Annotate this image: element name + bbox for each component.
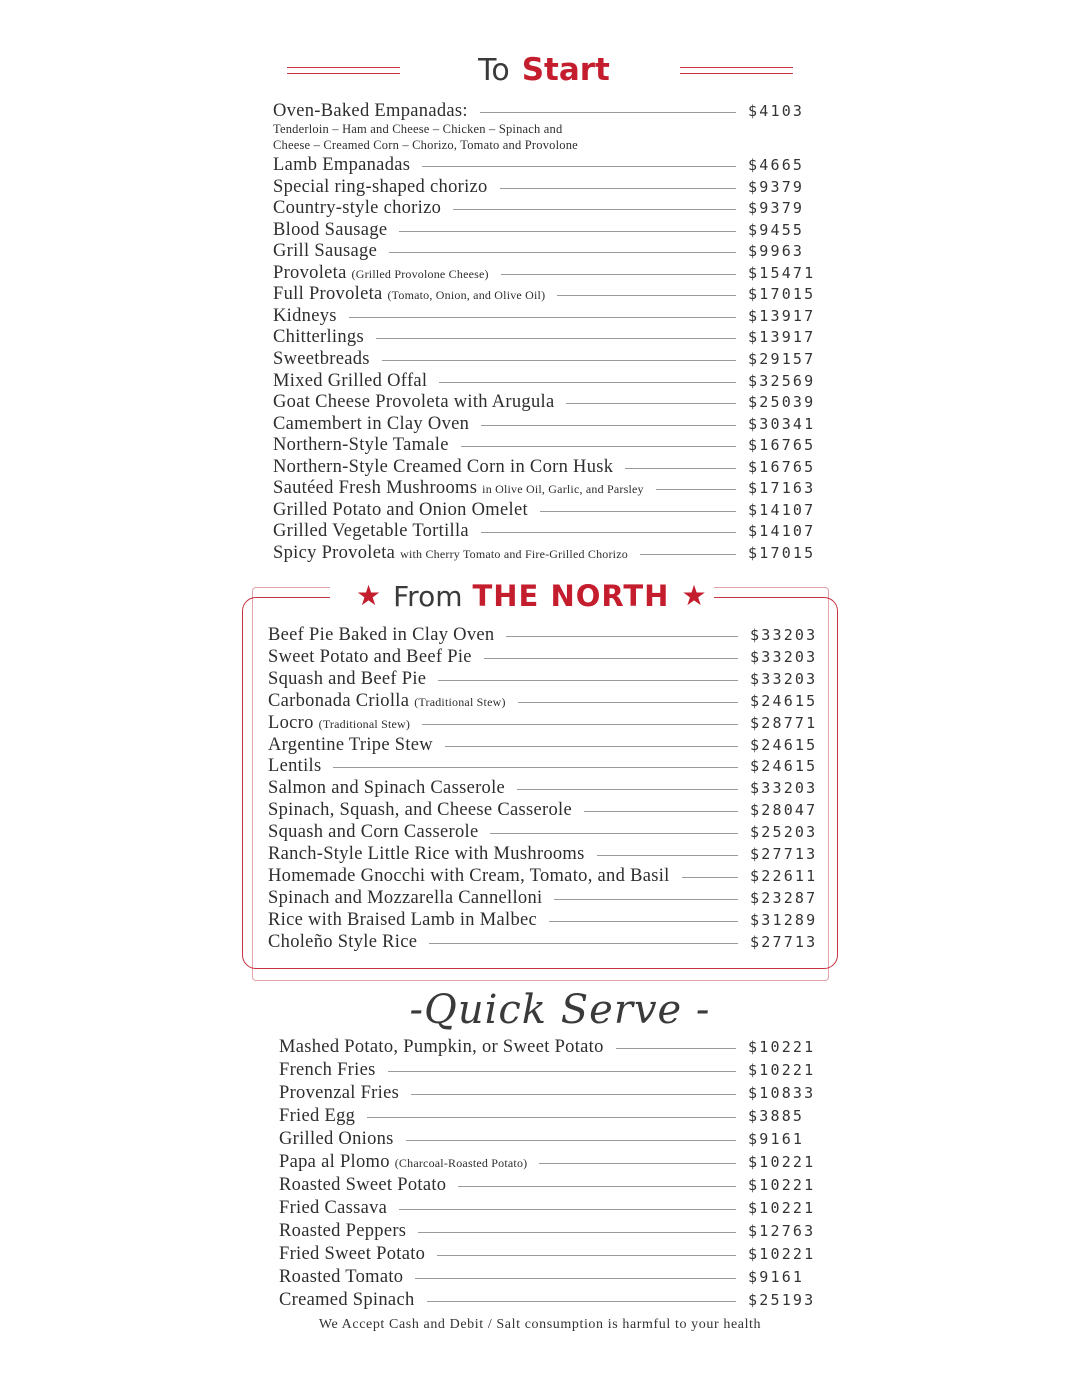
item-name	[273, 197, 441, 219]
item-price: $28047	[750, 801, 818, 820]
item-price: $10221	[748, 1038, 816, 1056]
star-icon: ★	[356, 579, 382, 612]
leader-line	[481, 532, 736, 533]
leader-line	[549, 921, 738, 922]
menu-item	[273, 391, 826, 413]
star-icon: ★	[681, 579, 707, 612]
item-name	[273, 370, 427, 392]
item-name-text: Spinach and Mozzarella Cannelloni	[268, 887, 543, 908]
item-name-text: Grilled Onions	[279, 1129, 394, 1149]
item-price: $33203	[750, 647, 818, 666]
header-rule-left	[287, 67, 400, 74]
menu-item	[279, 1220, 826, 1242]
item-name	[268, 909, 537, 931]
item-price: $24615	[750, 735, 818, 754]
leader-line	[540, 511, 736, 512]
item-name	[273, 413, 469, 435]
item-name	[273, 326, 364, 348]
item-name	[279, 1036, 604, 1058]
item-price: $16765	[748, 436, 816, 455]
leader-line	[411, 1094, 736, 1095]
item-name-text: Fried Sweet Potato	[279, 1244, 426, 1264]
item-price: $13917	[748, 306, 816, 325]
menu-item	[273, 283, 826, 305]
item-price: $33203	[750, 626, 818, 644]
item-name	[273, 542, 628, 565]
leader-line	[597, 855, 738, 856]
menu-item	[268, 690, 830, 712]
item-name-text: Camembert in Clay Oven	[273, 413, 470, 434]
leader-line	[376, 338, 736, 339]
footer-note: We Accept Cash and Debit / Salt consumption is harmful to your health	[318, 1317, 762, 1332]
item-price: $9455	[748, 220, 805, 239]
item-name-text: Choleño Style Rice	[268, 931, 418, 952]
item-name-text: Grilled Potato and Onion Omelet	[273, 499, 528, 520]
item-note: in Olive Oil, Garlic, and Parsley	[482, 482, 644, 497]
item-name	[273, 434, 449, 456]
empanadas-flavors-line-1: Tenderloin – Ham and Cheese – Chicken – Spinach and	[273, 122, 563, 136]
item-name	[268, 887, 542, 909]
menu-item	[273, 520, 826, 542]
item-name-text: Roasted Tomato	[279, 1267, 404, 1287]
leader-line	[349, 317, 736, 318]
menu-item	[279, 1105, 826, 1127]
item-name	[268, 865, 670, 887]
menu-item	[279, 1151, 826, 1173]
item-name	[279, 1082, 399, 1104]
item-name-text: Sautéed Fresh Mushrooms	[273, 478, 478, 499]
item-name	[273, 456, 613, 478]
menu-item	[268, 624, 830, 646]
menu-item	[268, 646, 830, 668]
item-price: $28771	[750, 713, 818, 732]
menu-item	[279, 1036, 826, 1058]
item-name	[273, 219, 387, 241]
item-price: $25203	[750, 823, 818, 842]
leader-line	[557, 295, 736, 296]
item-price: $17163	[748, 479, 816, 498]
item-price: $10221	[748, 1245, 816, 1263]
item-price: $25039	[748, 393, 816, 412]
leader-line	[518, 702, 738, 703]
item-name-text: Argentine Tripe Stew	[268, 734, 433, 755]
item-name-text: Spicy Provoleta	[273, 542, 396, 563]
item-name-text: Spinach, Squash, and Cheese Casserole	[268, 800, 572, 821]
quick-serve-title: -Quick Serve -	[409, 987, 711, 1033]
menu-item	[279, 1174, 826, 1196]
item-note: (Grilled Provolone Cheese)	[351, 266, 489, 281]
item-note: (Traditional Stew)	[318, 716, 411, 731]
item-note: with Cherry Tomato and Fire-Grilled Chorizo	[400, 546, 628, 561]
item-name-text: Papa al Plomo	[279, 1152, 390, 1172]
item-name-text: Fried Cassava	[279, 1198, 388, 1218]
quick-serve-header	[300, 985, 820, 1035]
item-name	[268, 690, 506, 713]
item-name: Oven-Baked Empanadas:	[273, 101, 468, 121]
menu-item	[273, 477, 826, 499]
item-price: $14107	[748, 522, 816, 541]
menu-item	[268, 821, 830, 843]
menu-item	[273, 154, 826, 176]
item-price: $33203	[750, 779, 818, 798]
item-price: $29157	[748, 349, 816, 368]
leader-line	[500, 188, 736, 189]
item-price: $24615	[750, 757, 818, 776]
item-name	[273, 240, 377, 262]
item-price: $25193	[748, 1291, 816, 1309]
leader-line	[539, 1163, 736, 1164]
item-name-text: Beef Pie Baked in Clay Oven	[268, 625, 495, 645]
menu-item	[273, 348, 826, 370]
menu-item	[273, 219, 826, 241]
item-name-text: Ranch-Style Little Rice with Mushrooms	[268, 844, 585, 864]
menu-item	[279, 1243, 826, 1265]
item-name	[268, 799, 572, 821]
menu-item	[273, 456, 826, 478]
item-name-text: Lentils	[268, 756, 322, 777]
item-name-text: French Fries	[279, 1060, 376, 1080]
item-name	[273, 499, 528, 521]
item-price: $31289	[750, 910, 818, 929]
item-name	[268, 646, 472, 668]
leader-line	[453, 209, 736, 210]
item-price: $13917	[748, 328, 816, 347]
item-name-text: Northern-Style Tamale	[273, 435, 449, 456]
menu-item	[268, 668, 830, 690]
item-name	[273, 520, 469, 542]
item-name-text: Northern-Style Creamed Corn in Corn Husk	[273, 456, 614, 477]
item-name	[279, 1105, 355, 1127]
item-name-text: Full Provoleta	[273, 284, 383, 305]
item-price: $9161	[748, 1130, 805, 1148]
menu-item	[273, 499, 826, 521]
leader-line	[484, 658, 738, 659]
item-name	[279, 1289, 415, 1311]
item-price: $4103	[748, 102, 805, 120]
item-name-text: Country-style chorizo	[273, 198, 442, 219]
leader-line	[406, 1140, 736, 1141]
item-price: $24615	[750, 691, 818, 710]
menu-item	[273, 434, 826, 456]
item-name-text: Carbonada Criolla	[268, 690, 410, 711]
menu-item	[273, 176, 826, 198]
leader-line	[656, 489, 736, 490]
leader-line	[429, 943, 738, 944]
item-name	[268, 821, 478, 843]
leader-line	[382, 360, 736, 361]
item-name-text: Salmon and Spinach Casserole	[268, 778, 506, 799]
item-name	[268, 755, 321, 777]
item-name-text: Homemade Gnocchi with Cream, Tomato, and Basil	[268, 865, 670, 886]
menu-item	[268, 909, 830, 931]
leader-line	[517, 789, 738, 790]
leader-line	[458, 1186, 736, 1187]
leader-line	[427, 1301, 736, 1302]
to-start-title-light: To	[478, 52, 510, 88]
item-price: $9963	[748, 242, 805, 261]
item-name	[273, 305, 337, 327]
leader-line	[566, 403, 736, 404]
item-name-text: Special ring-shaped chorizo	[273, 176, 488, 197]
item-price: $17015	[748, 285, 816, 304]
item-name-text: Roasted Peppers	[279, 1221, 407, 1241]
menu-item	[268, 865, 830, 887]
menu-item	[279, 1059, 826, 1081]
empanadas-flavors-line-2: Cheese – Creamed Corn – Chorizo, Tomato and Provolone	[273, 138, 578, 152]
leader-line	[461, 446, 736, 447]
menu-item	[279, 1266, 826, 1288]
item-price: $15471	[748, 263, 816, 282]
item-price: $10221	[748, 1176, 816, 1194]
leader-line	[333, 767, 738, 768]
item-name-text: Mixed Grilled Offal	[273, 370, 428, 391]
menu-item	[279, 1128, 826, 1150]
item-name-text: Goat Cheese Provoleta with Arugula	[273, 392, 555, 413]
item-price: $10221	[748, 1153, 816, 1171]
menu-item	[268, 799, 830, 821]
menu-item	[268, 734, 830, 756]
item-name	[279, 1059, 376, 1081]
item-name-text: Sweet Potato and Beef Pie	[268, 646, 472, 667]
menu-item	[273, 197, 826, 219]
item-price: $9161	[748, 1268, 805, 1286]
menu-item	[268, 755, 830, 777]
item-name-text: Sweetbreads	[273, 348, 370, 369]
header-rule-right	[680, 67, 793, 74]
item-name	[268, 843, 585, 865]
item-price: $30341	[748, 414, 816, 433]
leader-line	[388, 1071, 736, 1072]
leader-line	[389, 252, 736, 253]
menu-item	[273, 370, 826, 392]
item-name-text: Provenzal Fries	[279, 1083, 400, 1103]
menu-item	[273, 305, 826, 327]
item-price: $23287	[750, 888, 818, 907]
menu-item-empanadas	[273, 100, 813, 122]
item-name	[268, 712, 410, 735]
item-note: (Tomato, Onion, and Olive Oil)	[387, 288, 546, 303]
leader-line	[490, 833, 738, 834]
leader-line	[640, 554, 736, 555]
item-price: $4665	[748, 156, 805, 174]
menu-item	[268, 931, 830, 953]
item-price: $10221	[748, 1199, 816, 1217]
leader-line	[480, 112, 736, 113]
leader-line	[415, 1278, 736, 1279]
item-price: $33203	[750, 669, 818, 688]
item-name-text: Chitterlings	[273, 327, 364, 348]
menu-item	[279, 1082, 826, 1104]
item-name	[273, 176, 488, 198]
item-name	[279, 1151, 527, 1174]
item-price: $14107	[748, 500, 816, 519]
item-name	[279, 1128, 394, 1150]
leader-line	[438, 680, 738, 681]
item-name-text: Mashed Potato, Pumpkin, or Sweet Potato	[279, 1037, 604, 1057]
item-name-text: Squash and Beef Pie	[268, 668, 427, 689]
leader-line	[682, 877, 738, 878]
menu-item	[279, 1289, 826, 1311]
item-name	[268, 734, 433, 756]
item-name	[268, 668, 426, 690]
menu-item	[273, 262, 826, 284]
item-name-text: Roasted Sweet Potato	[279, 1175, 447, 1195]
leader-line	[501, 274, 736, 275]
item-price: $3885	[748, 1107, 805, 1125]
leader-line	[554, 899, 738, 900]
menu-item	[273, 240, 826, 262]
leader-line	[445, 746, 738, 747]
menu-item	[279, 1197, 826, 1219]
item-price: $10833	[748, 1084, 816, 1102]
to-start-header	[270, 48, 810, 92]
item-price: $9379	[748, 199, 805, 218]
to-start-title-bold: Start	[521, 52, 610, 88]
item-name-text: Grill Sausage	[273, 241, 378, 262]
item-name	[279, 1220, 406, 1242]
leader-line	[399, 231, 736, 232]
item-name-text: Provoleta	[273, 262, 347, 283]
item-price: $27713	[750, 845, 818, 863]
item-name-text: Grilled Vegetable Tortilla	[273, 521, 469, 542]
item-note: (Traditional Stew)	[414, 694, 506, 709]
menu-item	[273, 542, 826, 564]
menu-item	[273, 413, 826, 435]
leader-line	[422, 166, 736, 167]
item-name	[279, 1243, 425, 1265]
item-name	[279, 1174, 446, 1196]
item-name-text: Locro	[268, 712, 314, 733]
menu-item	[268, 777, 830, 799]
north-title-bold: THE NORTH	[472, 579, 670, 613]
item-note: (Charcoal-Roasted Potato)	[394, 1156, 528, 1170]
item-name	[273, 348, 370, 370]
leader-line	[399, 1209, 736, 1210]
item-price: $10221	[748, 1061, 816, 1079]
leader-line	[506, 636, 738, 637]
item-price: $12763	[748, 1222, 816, 1240]
item-name	[279, 1197, 387, 1219]
item-name-text: Blood Sausage	[273, 219, 388, 240]
menu-item	[268, 843, 830, 865]
item-name	[268, 931, 417, 953]
item-name-text: Lamb Empanadas	[273, 155, 411, 175]
item-price: $32569	[748, 371, 816, 390]
item-name	[268, 624, 494, 646]
item-name	[273, 283, 545, 306]
item-name	[273, 477, 644, 500]
item-price: $22611	[750, 866, 818, 885]
item-price: $9379	[748, 177, 805, 196]
leader-line	[481, 425, 736, 426]
north-header	[330, 574, 750, 618]
menu-item	[268, 712, 830, 734]
north-title-light: From	[393, 579, 463, 613]
item-name	[273, 262, 489, 285]
leader-line	[584, 811, 738, 812]
item-name-text: Fried Egg	[279, 1106, 356, 1126]
leader-line	[418, 1232, 736, 1233]
menu-item	[273, 326, 826, 348]
item-name-text: Creamed Spinach	[279, 1290, 415, 1310]
leader-line	[367, 1117, 736, 1118]
item-price: $16765	[748, 457, 816, 476]
leader-line	[616, 1048, 736, 1049]
item-price: $27713	[750, 932, 818, 951]
item-name	[273, 391, 554, 413]
item-name-text: Squash and Corn Casserole	[268, 822, 479, 843]
item-price: $17015	[748, 543, 816, 562]
leader-line	[439, 382, 736, 383]
leader-line	[422, 724, 738, 725]
item-name	[279, 1266, 403, 1288]
item-name-text: Rice with Braised Lamb in Malbec	[268, 909, 538, 930]
leader-line	[437, 1255, 736, 1256]
menu-item	[268, 887, 830, 909]
leader-line	[625, 468, 736, 469]
item-name	[268, 777, 505, 799]
item-name	[273, 154, 410, 176]
item-name-text: Kidneys	[273, 305, 337, 326]
